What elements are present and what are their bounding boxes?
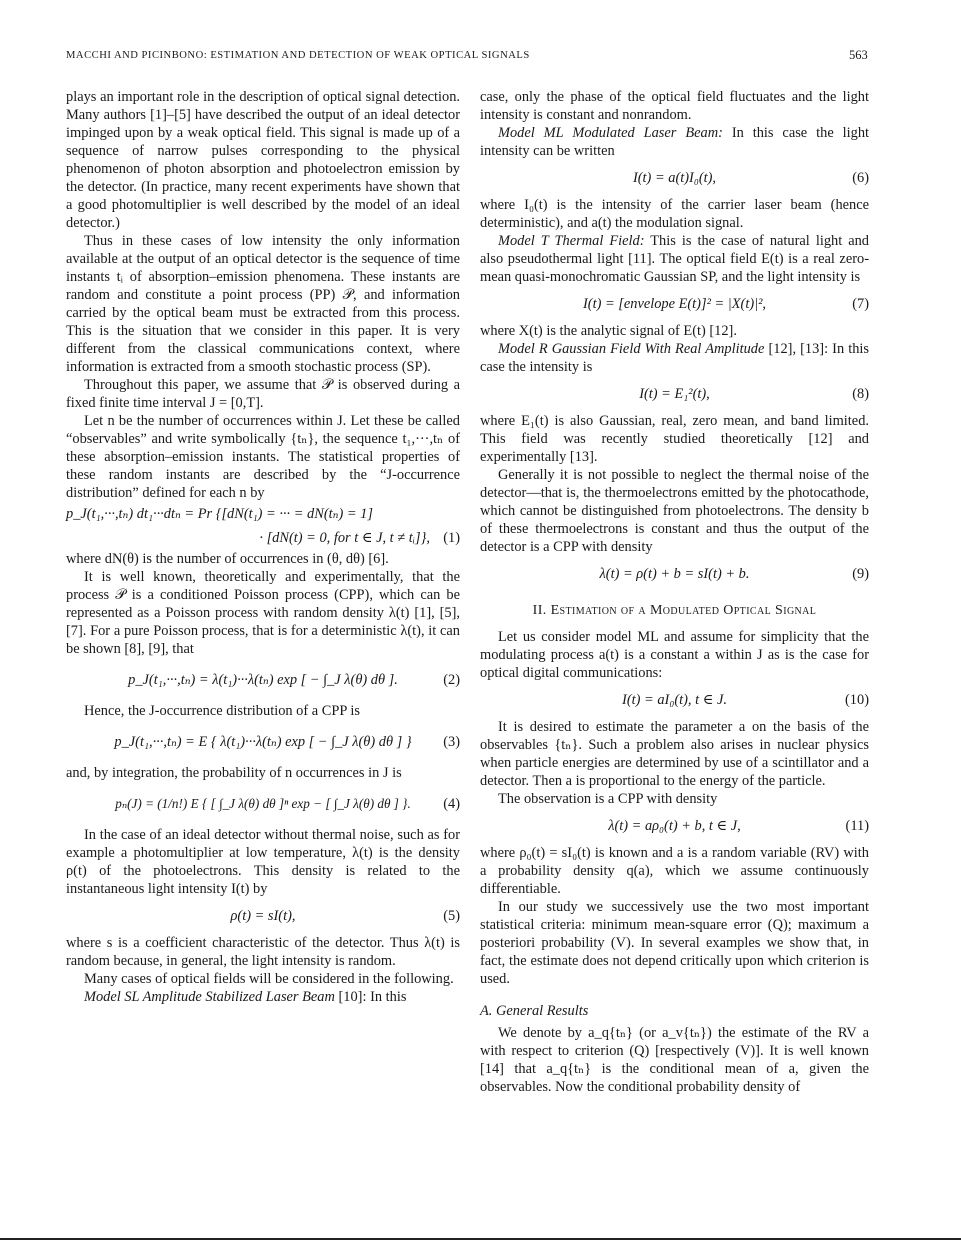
equation-number: (1)	[443, 530, 460, 546]
paragraph: where I₀(t) is the intensity of the carrier laser beam (hence deterministic), and a(t) the modulation signal.	[480, 197, 869, 231]
section-heading: II. Estimation of a Modulated Optical Signal	[532, 603, 817, 618]
equation-number: (3)	[443, 734, 460, 750]
model-heading: Model T Thermal Field:	[498, 233, 645, 249]
running-title: MACCHI AND PICINBONO: ESTIMATION AND DETECTION OF WEAK OPTICAL SIGNALS	[66, 50, 530, 61]
equation-2: p_J(t₁,···,tₙ) = λ(t₁)···λ(tₙ) exp [ − ∫_J λ(θ) dθ ]. (2)	[66, 658, 460, 702]
paragraph: plays an important role in the description of optical signal detection. Many authors [1]–[5] have described the output of an ideal detector impinged upon by a weak optical field. This signal is made up of a sequence of narrow pulses corresponding to the physical phenomenon of photon absorption and photoelectron emission by the detector. (In practice, many recent experiments have shown that a good photomultiplier is well described by the model of an ideal detector.)	[66, 89, 460, 231]
equation-number: (9)	[852, 566, 869, 582]
paragraph: and, by integration, the probability of n occurrences in J is	[66, 765, 402, 781]
equation-1-line-1: p_J(t₁,···,tₙ) dt₁···dtₙ = Pr {[dN(t₁) = ··· = dN(tₙ) = 1]	[66, 506, 373, 522]
equation-7: I(t) = [envelope E(t)]² = |X(t)|², (7)	[480, 286, 869, 322]
page-number: 563	[849, 48, 868, 62]
equation-1-line-2: · [dN(t) = 0, for t ∈ J, t ≠ tᵢ]}, (1)	[66, 526, 460, 550]
equation-6: I(t) = a(t)I₀(t), (6)	[480, 160, 869, 196]
paragraph: Model SL Amplitude Stabilized Laser Beam [10]: In this	[84, 989, 407, 1005]
paragraph: where ρ₀(t) = sI₀(t) is known and a is a random variable (RV) with a probability density q(a), which we assume continuously differentiable.	[480, 845, 869, 897]
paragraph: where X(t) is the analytic signal of E(t) [12].	[480, 323, 737, 339]
left-column	[66, 88, 460, 1006]
model-heading: Model R Gaussian Field With Real Amplitude	[498, 341, 765, 357]
paragraph: Model T Thermal Field: This is the case of natural light and also pseudothermal light [11]. The optical field E(t) is a real zero-mean quasi-monochromatic Gaussian SP, and the light intensity is	[480, 233, 870, 285]
paragraph: where s is a coefficient characteristic of the detector. Thus λ(t) is random because, in general, the light intensity is random.	[66, 935, 460, 969]
paragraph: where E₁(t) is also Gaussian, real, zero mean, and band limited. This field was recently studied theoretically [12] and experimentally [13].	[480, 413, 869, 465]
paragraph: where dN(θ) is the number of occurrences in (θ, dθ) [6].	[66, 551, 389, 567]
paragraph: It is well known, theoretically and experimentally, that the process 𝒫 is a conditioned Poisson process (CPP), which can be represented as a Poisson process with random density λ(t) [1], [5], [7]. For a pure Poisson process, that is for a deterministic λ(t), it can be shown [8], [9], that	[66, 569, 460, 657]
paragraph: Hence, the J-occurrence distribution of a CPP is	[84, 703, 361, 719]
model-heading: Model ML Modulated Laser Beam:	[498, 125, 723, 141]
paragraph: Let n be the number of occurrences within J. Let these be called “observables” and write symbolically {tₙ}, the sequence t₁,···,tₙ of these absorption–emission instants. The statistical properties of these random instants are described by the “J-occurrence distribution” defined for each n by	[66, 413, 460, 501]
paragraph: Let us consider model ML and assume for simplicity that the modulating process a(t) is a constant a within J as is the case for optical digital communications:	[480, 629, 869, 681]
equation-number: (7)	[852, 296, 869, 312]
paragraph: In our study we successively use the two most important statistical criteria: minimum mean-square error (Q); maximum a posteriori probability (V). In several examples we show that, in fact, the estimate does not depend critically upon which criterion is used.	[480, 899, 869, 987]
equation-4: pₙ(J) = (1/n!) E { [ ∫_J λ(θ) dθ ]ⁿ exp − [ ∫_J λ(θ) dθ ] }. (4)	[66, 782, 460, 826]
model-heading: Model SL Amplitude Stabilized Laser Beam	[84, 989, 335, 1005]
subsection-heading: A. General Results	[480, 1003, 589, 1019]
equation-3: p_J(t₁,···,tₙ) = E { λ(t₁)···λ(tₙ) exp [ − ∫_J λ(θ) dθ ] } (3)	[66, 720, 460, 764]
equation-10: I(t) = aI₀(t), t ∈ J. (10)	[480, 682, 869, 718]
equation-8: I(t) = E₁²(t), (8)	[480, 376, 869, 412]
paragraph: Thus in these cases of low intensity the only information available at the output of an optical detector is the sequence of time instants tᵢ of absorption–emission phenomena. These instants are random and constitute a point process (PP) 𝒫, and information carried by the optical beam must be extracted from this process. This is the situation that we consider in this paper. It is very different from the classical communications context, where information is extracted from a smooth stochastic process (SP).	[66, 233, 460, 375]
equation-11: λ(t) = aρ₀(t) + b, t ∈ J, (11)	[480, 808, 869, 844]
paragraph: It is desired to estimate the parameter a on the basis of the observables {tₙ}. Such a problem also arises in nuclear physics when particle energies are determined by use of a scintillator and a detector. Then a is proportional to the energy of the particle.	[480, 719, 869, 789]
equation-number: (4)	[443, 796, 460, 812]
equation-number: (5)	[443, 908, 460, 924]
equation-9: λ(t) = ρ(t) + b = sI(t) + b. (9)	[480, 556, 869, 592]
paragraph: Throughout this paper, we assume that 𝒫 is observed during a fixed finite time interval J = [0,T].	[66, 377, 460, 411]
equation-number: (10)	[845, 692, 869, 708]
equation-number: (6)	[852, 170, 869, 186]
paragraph: The observation is a CPP with density	[498, 791, 718, 807]
paragraph: In the case of an ideal detector without thermal noise, such as for example a photomultiplier at low temperature, λ(t) is the density ρ(t) of the photoelectrons. This density is related to the instantaneous light intensity I(t) by	[66, 827, 460, 897]
equation-number: (2)	[443, 672, 460, 688]
equation-number: (8)	[852, 386, 869, 402]
right-column	[480, 88, 869, 1096]
paragraph: Many cases of optical fields will be considered in the following.	[84, 971, 454, 987]
paragraph: case, only the phase of the optical field fluctuates and the light intensity is constant and nonrandom.	[480, 89, 869, 123]
paragraph: Generally it is not possible to neglect the thermal noise of the detector—that is, the thermoelectrons emitted by the photocathode, which cannot be distinguished from photoelectrons. The density b of these thermoelectrons is constant and thus the output of the detector is a CPP with density	[480, 467, 869, 555]
paragraph: Model R Gaussian Field With Real Amplitude [12], [13]: In this case the intensity is	[480, 341, 870, 375]
equation-number: (11)	[845, 818, 869, 834]
equation-5: ρ(t) = sI(t), (5)	[66, 898, 460, 934]
paragraph: Model ML Modulated Laser Beam: In this case the light intensity can be written	[480, 125, 870, 159]
bottom-rule	[0, 1238, 961, 1240]
paragraph: We denote by a_q{tₙ} (or a_v{tₙ}) the estimate of the RV a with respect to criterion (Q) [respectively (V)]. It is well known [14] that a_q{tₙ} is the conditional mean of a, given the observables. Now the conditional probability density of	[480, 1025, 869, 1095]
